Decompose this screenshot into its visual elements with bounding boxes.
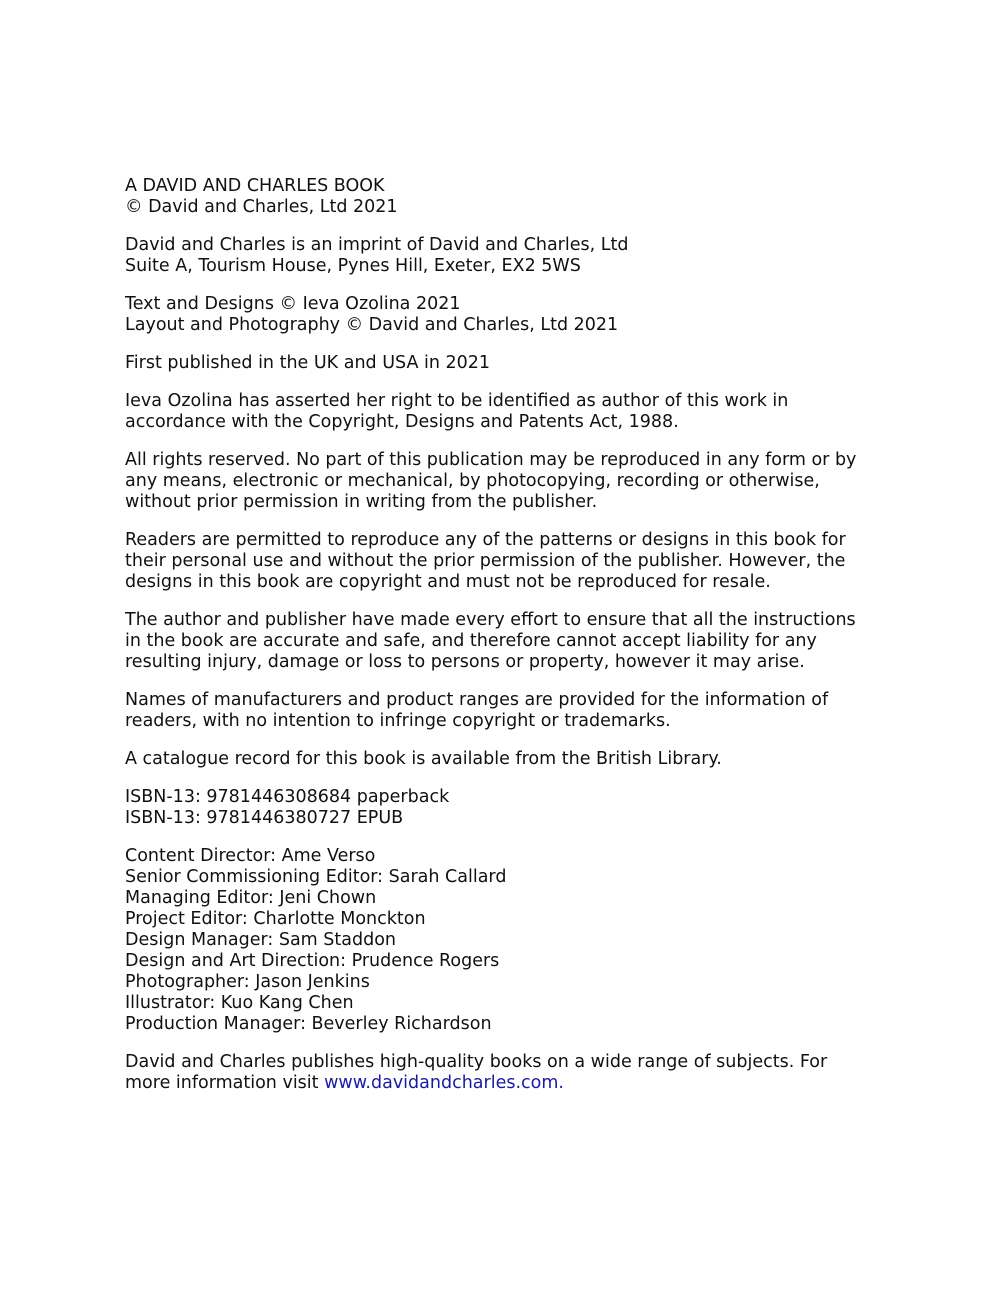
- text-designs-copyright: Text and Designs © Ieva Ozolina 2021: [125, 294, 461, 314]
- staff-credit: Production Manager: Beverley Richardson: [125, 1014, 492, 1034]
- isbn-paperback: ISBN-13: 9781446308684 paperback: [125, 787, 450, 807]
- author-rights-text: Ieva Ozolina has asserted her right to be identified as author of this work in accordance with the Copyright, Designs and Patents Act, 1988.: [125, 391, 789, 432]
- publication-block: [125, 353, 875, 374]
- website-link[interactable]: www.davidandcharles.com.: [324, 1073, 564, 1093]
- staff-credit: Project Editor: Charlotte Monckton: [125, 909, 426, 929]
- copyright-line: © David and Charles, Ltd 2021: [125, 197, 398, 217]
- staff-credit: Senior Commissioning Editor: Sarah Callard: [125, 867, 507, 887]
- rights-reserved-block: [125, 450, 875, 513]
- footer-block: [125, 1052, 875, 1094]
- footer-text: David and Charles publishes high-quality books on a wide range of subjects. For more information visit: [125, 1052, 828, 1093]
- author-rights-block: [125, 391, 875, 433]
- liability-block: [125, 610, 875, 673]
- staff-credit: Photographer: Jason Jenkins: [125, 972, 370, 992]
- staff-credit: Design Manager: Sam Staddon: [125, 930, 396, 950]
- book-title-line: A DAVID AND CHARLES BOOK: [125, 176, 385, 196]
- isbn-epub: ISBN-13: 9781446380727 EPUB: [125, 808, 404, 828]
- staff-credit: Illustrator: Kuo Kang Chen: [125, 993, 354, 1013]
- imprint-block: [125, 235, 875, 277]
- staff-credit: Design and Art Direction: Prudence Rogers: [125, 951, 500, 971]
- trademarks-text: Names of manufacturers and product ranges are provided for the information of readers, with no intention to infringe copyright or trademarks.: [125, 690, 829, 731]
- staff-credit: Managing Editor: Jeni Chown: [125, 888, 377, 908]
- catalogue-block: [125, 749, 875, 770]
- copyright-page: [125, 176, 875, 1111]
- header-block: [125, 176, 875, 218]
- imprint-line: David and Charles is an imprint of David and Charles, Ltd: [125, 235, 629, 255]
- rights-reserved-text: All rights reserved. No part of this publication may be reproduced in any form or by any means, electronic or mechanical, by photocopying, recording or otherwise, without prior permission in writing from the publisher.: [125, 450, 857, 512]
- credits-copyright-block: [125, 294, 875, 336]
- staff-block: [125, 846, 875, 1035]
- first-published-text: First published in the UK and USA in 2021: [125, 353, 491, 373]
- reproduction-block: [125, 530, 875, 593]
- isbn-block: [125, 787, 875, 829]
- trademarks-block: [125, 690, 875, 732]
- reproduction-text: Readers are permitted to reproduce any of the patterns or designs in this book for their personal use and without the prior permission of the publisher. However, the designs in this book are copyright and must not be reproduced for resale.: [125, 530, 846, 592]
- layout-photography-copyright: Layout and Photography © David and Charles, Ltd 2021: [125, 315, 619, 335]
- liability-text: The author and publisher have made every effort to ensure that all the instructions in the book are accurate and safe, and therefore cannot accept liability for any resulting injury, damage or loss to persons or property, however it may arise.: [125, 610, 856, 672]
- staff-credit: Content Director: Ame Verso: [125, 846, 376, 866]
- address-line: Suite A, Tourism House, Pynes Hill, Exeter, EX2 5WS: [125, 256, 581, 276]
- catalogue-text: A catalogue record for this book is available from the British Library.: [125, 749, 722, 769]
